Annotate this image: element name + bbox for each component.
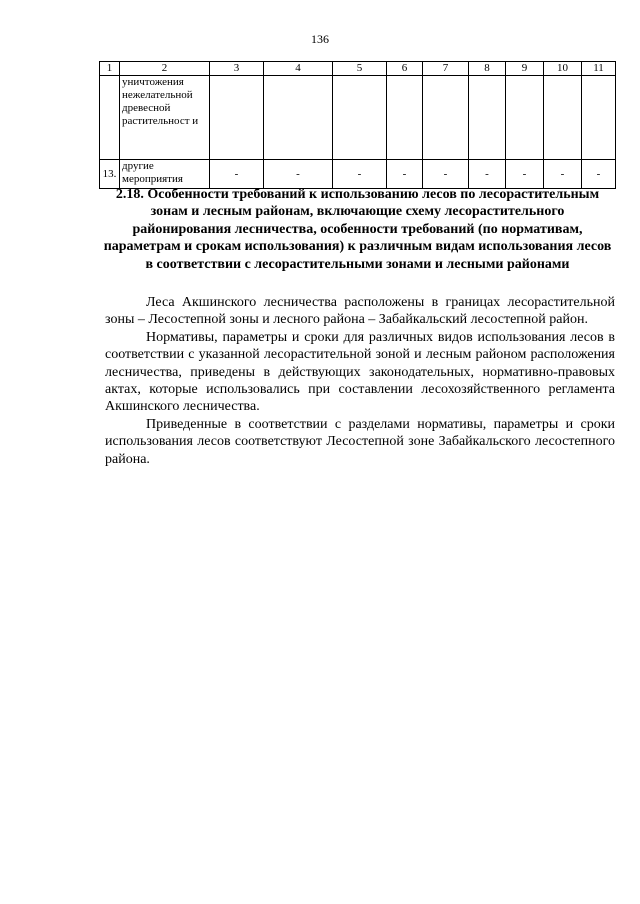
row-description-cell: уничтожения нежелательной древесной растительност и bbox=[120, 76, 210, 160]
col-header: 1 bbox=[100, 62, 120, 76]
row-description-cell: другие мероприятия bbox=[120, 160, 210, 189]
col-header: 6 bbox=[387, 62, 423, 76]
table-cell bbox=[423, 76, 469, 160]
table-cell: - bbox=[387, 160, 423, 189]
table-cell bbox=[469, 76, 506, 160]
table-cell: - bbox=[264, 160, 333, 189]
paragraph: Приведенные в соответствии с разделами нормативы, параметры и сроки использования лесов соответствуют Лесостепной зоне Забайкальского лесостепного района. bbox=[105, 416, 615, 467]
table-cell bbox=[210, 76, 264, 160]
table-cell: - bbox=[582, 160, 616, 189]
table-cell bbox=[333, 76, 387, 160]
row-number-cell bbox=[100, 76, 120, 160]
paragraph: Нормативы, параметры и сроки для различных видов использования лесов в соответствии с указанной лесорастительной зоной и лесным районом расположения лесничества, приведены в действующих законодательных, нормативно-правовых актах, которые использовались при составлении лесохозяйственного регламента Акшинского лесничества. bbox=[105, 329, 615, 415]
forest-measures-table bbox=[99, 61, 616, 189]
table-cell bbox=[582, 76, 616, 160]
table-cell: - bbox=[544, 160, 582, 189]
paragraph: Леса Акшинского лесничества расположены в границах лесорастительной зоны – Лесостепной зоны и лесного района – Забайкальский лесостепной район. bbox=[105, 295, 615, 328]
section-title: 2.18. Особенности требований к использованию лесов по лесорастительным зонам и лесным районам, включающие схему лесорастительного районирования лесничества, особенности требований (по нормативам, параметрам и срокам использования) к различным видам использования лесов в соответствии с лесорастительными зонами и лесными районами bbox=[103, 187, 612, 272]
table-cell bbox=[264, 76, 333, 160]
table-cell: - bbox=[210, 160, 264, 189]
col-header: 11 bbox=[582, 62, 616, 76]
table-header-row bbox=[100, 62, 616, 76]
table-cell bbox=[544, 76, 582, 160]
table-row bbox=[100, 76, 616, 160]
table-cell bbox=[506, 76, 544, 160]
col-header: 4 bbox=[264, 62, 333, 76]
col-header: 2 bbox=[120, 62, 210, 76]
col-header: 7 bbox=[423, 62, 469, 76]
table-cell: - bbox=[506, 160, 544, 189]
col-header: 10 bbox=[544, 62, 582, 76]
page-number: 136 bbox=[311, 32, 329, 46]
col-header: 9 bbox=[506, 62, 544, 76]
col-header: 8 bbox=[469, 62, 506, 76]
table-cell: - bbox=[423, 160, 469, 189]
col-header: 5 bbox=[333, 62, 387, 76]
row-number-cell: 13. bbox=[100, 160, 120, 189]
col-header: 3 bbox=[210, 62, 264, 76]
table-cell: - bbox=[333, 160, 387, 189]
table-cell: - bbox=[469, 160, 506, 189]
table-cell bbox=[387, 76, 423, 160]
section-body bbox=[105, 294, 615, 468]
table-row bbox=[100, 160, 616, 189]
